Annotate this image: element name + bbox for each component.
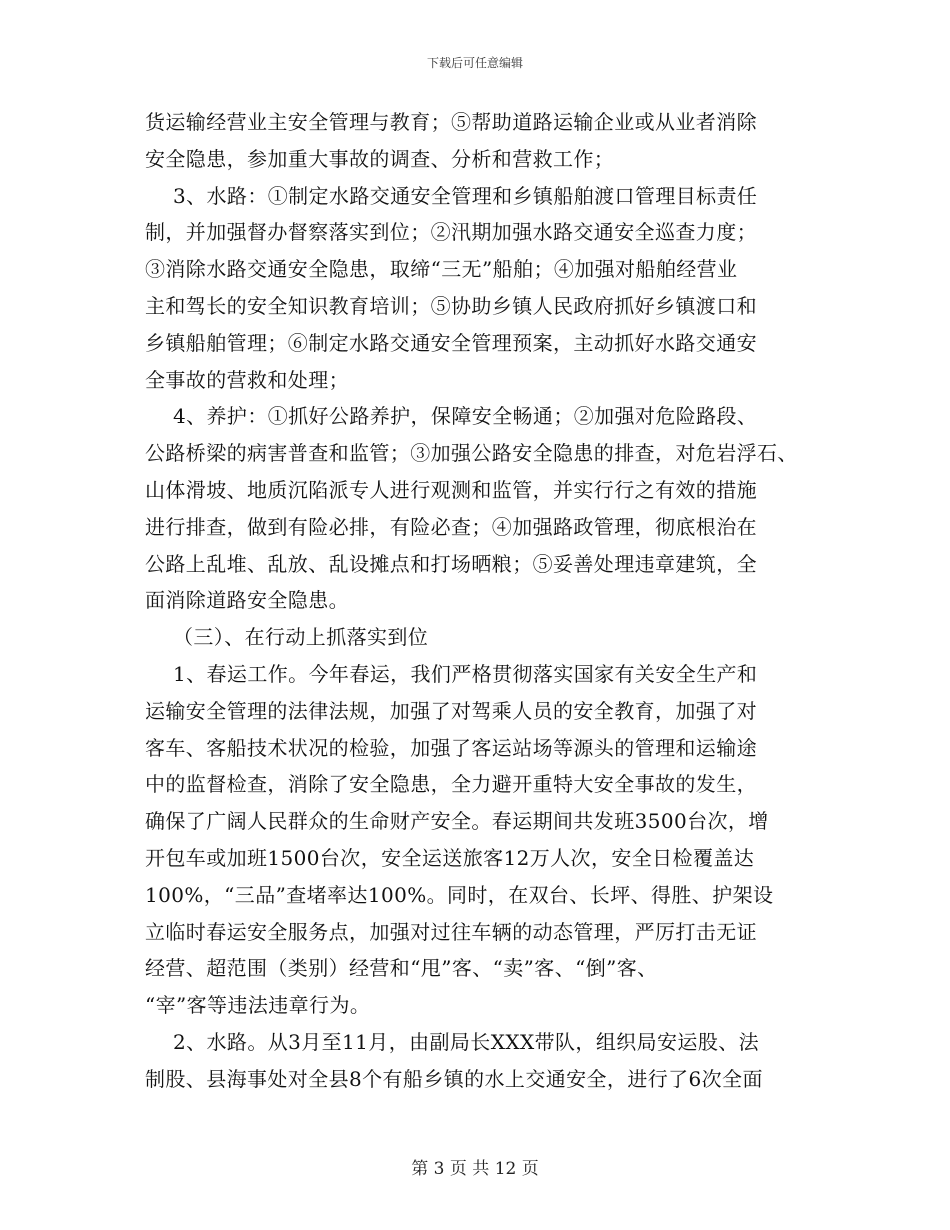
page-header: 下载后可任意编辑: [426, 56, 523, 70]
text-line: 运输安全管理的法律法规，加强了对驾乘人员的安全教育，加强了对: [145, 698, 757, 723]
text-line: 山体滑坡、地质沉陷派专人进行观测和监管，并实行行之有效的措施: [145, 477, 757, 502]
text-line: 3、水路：①制定水路交通安全管理和乡镇船舶渡口管理目标责任: [173, 183, 758, 208]
text-line: 面消除道路安全隐患。: [145, 588, 349, 613]
text-line: ③消除水路交通安全隐患，取缔“三无”船舶；④加强对船舶经营业: [145, 257, 738, 282]
text-line: 立临时春运安全服务点，加强对过往车辆的动态管理，严厉打击无证: [145, 919, 757, 944]
text-line: 公路桥梁的病害普查和监管；③加强公路安全隐患的排查，对危岩浮石、: [145, 441, 798, 466]
text-line: “宰”客等违法违章行为。: [145, 993, 371, 1018]
text-line: 制股、县海事处对全县8个有船乡镇的水上交通安全，进行了6次全面: [145, 1066, 763, 1091]
text-line: 经营、超范围（类别）经营和“甩”客、“卖”客、“倒”客、: [145, 956, 658, 981]
text-line: 制，并加强督办督察落实到位；②汛期加强水路交通安全巡查力度；: [145, 220, 757, 245]
document-body: [145, 104, 805, 1098]
text-line: 100%，“三品”查堵率达100%。同时，在双台、长坪、得胜、护架设: [145, 882, 774, 907]
page-footer: 第 3 页 共 12 页: [411, 1159, 539, 1179]
text-line: 4、养护：①抓好公路养护，保障安全畅通；②加强对危险路段、: [173, 404, 758, 429]
text-line: 确保了广阔人民群众的生命财产安全。春运期间共发班3500台次，增: [145, 809, 769, 834]
text-line: 中的监督检查，消除了安全隐患，全力避开重特大安全事故的发生，: [145, 772, 757, 797]
text-line: 进行排查，做到有险必排，有险必查；④加强路政管理，彻底根治在: [145, 514, 757, 539]
text-line: 客车、客船技术状况的检验，加强了客运站场等源头的管理和运输途: [145, 735, 757, 760]
text-line: （三）、在行动上抓落实到位: [173, 625, 429, 650]
text-line: 安全隐患，参加重大事故的调查、分析和营救工作；: [145, 146, 615, 171]
text-line: 开包车或加班1500台次，安全运送旅客12万人次，安全日检覆盖达: [145, 845, 755, 870]
text-line: 货运输经营业主安全管理与教育；⑤帮助道路运输企业或从业者消除: [145, 110, 757, 134]
text-line: 乡镇船舶管理；⑥制定水路交通安全管理预案，主动抓好水路交通安: [145, 330, 757, 355]
text-line: 2、水路。从3月至11月，由副局长XXX带队，组织局安运股、法: [173, 1029, 760, 1054]
text-line: 主和驾长的安全知识教育培训；⑤协助乡镇人民政府抓好乡镇渡口和: [145, 293, 757, 318]
text-line: 全事故的营救和处理；: [145, 367, 349, 392]
text-line: 公路上乱堆、乱放、乱设摊点和打场晒粮；⑤妥善处理违章建筑，全: [145, 551, 757, 576]
text-line: 1、春运工作。今年春运，我们严格贯彻落实国家有关安全生产和: [173, 661, 758, 686]
